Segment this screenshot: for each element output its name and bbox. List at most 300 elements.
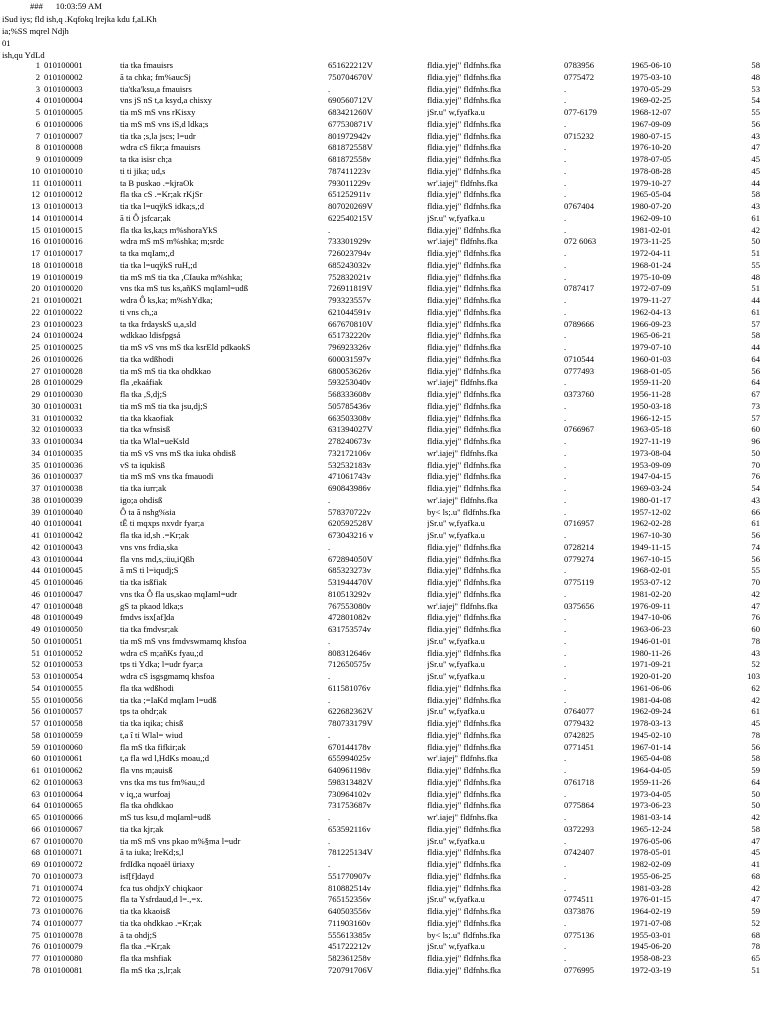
nic-number: 651622212V: [328, 60, 373, 70]
division: fldia.yjej" fldfnhs.fka: [427, 60, 501, 70]
age: 51: [751, 248, 760, 258]
phone: .: [564, 835, 567, 846]
age: 42: [751, 224, 760, 235]
phone: .: [564, 530, 567, 540]
nic-number: 568333608v: [328, 389, 371, 399]
record-code: 010100006: [44, 118, 83, 129]
birth-date: 1967-09-09: [631, 118, 672, 129]
table-row: [0, 671, 768, 683]
row-index: 7: [35, 130, 40, 141]
record-code: 010100002: [44, 71, 83, 82]
table-row: [0, 695, 768, 707]
nic-number: 532532183v: [328, 459, 371, 470]
record-code: 010100009: [44, 154, 83, 164]
nic-number: 733301929v: [328, 236, 371, 247]
age: 41: [751, 859, 760, 869]
nic-number: 712650575v: [328, 659, 371, 670]
division: jSr.u" w,fyafka.u: [427, 659, 485, 670]
division: jSr.u" w,fyafka.u: [427, 671, 485, 681]
phone: .: [564, 812, 567, 822]
record-code: 010100048: [44, 600, 83, 611]
table-row: [0, 636, 768, 648]
division: fldia.yjej" fldfnhs.fka: [427, 682, 501, 693]
person-name: vns jS nS t,a ksyd,a chisxy: [120, 95, 212, 106]
person-name: v iq,;a wurfoaj: [120, 788, 171, 799]
phone: .: [564, 306, 567, 317]
age: 73: [751, 400, 760, 411]
person-name: fla mS tka ;s,lr;ak: [120, 964, 182, 975]
phone: .: [564, 483, 567, 493]
phone: 0776995: [564, 964, 595, 975]
age: 58: [751, 823, 760, 834]
table-row: [0, 295, 768, 307]
phone: 0766967: [564, 424, 595, 435]
person-name: wdra mS mS m%shka; m;srdc: [120, 236, 225, 247]
division: wr'.iajej" fldfnhs.fka: [427, 377, 498, 388]
record-code: 010100032: [44, 412, 83, 423]
division: fldia.yjej" fldfnhs.fka: [427, 389, 501, 399]
nic-number: 690560712V: [328, 95, 373, 106]
nic-number: 732172106v: [328, 447, 371, 458]
table-row: [0, 542, 768, 554]
record-code: 010100062: [44, 765, 83, 775]
row-index: 37: [31, 483, 40, 493]
person-name: wdra cS fikr;a fmauisrs: [120, 142, 201, 153]
person-name: tia tka Wlal=ueKsld: [120, 436, 190, 446]
age: 61: [751, 212, 760, 223]
record-code: 010100067: [44, 823, 83, 834]
record-code: 010100049: [44, 612, 83, 623]
nic-number: 505785436v: [328, 400, 371, 411]
phone: .: [564, 882, 567, 893]
table-row: [0, 659, 768, 671]
phone: .: [564, 447, 567, 458]
phone: .: [564, 471, 567, 482]
table-row: [0, 836, 768, 848]
person-name: ta tka frdayskS u,a,sld: [120, 318, 197, 329]
nic-number: 801972942v: [328, 130, 371, 141]
table-row: [0, 753, 768, 765]
table-row: [0, 166, 768, 178]
nic-number: 796923326v: [328, 342, 371, 352]
division: jSr.u" w,fyafka.u: [427, 107, 485, 117]
age: 56: [751, 741, 760, 752]
table-row: [0, 260, 768, 272]
division: by< ls;.u" fldfnhs.fka: [427, 506, 501, 517]
birth-date: 1979-07-10: [631, 342, 672, 352]
division: fldia.yjej" fldfnhs.fka: [427, 647, 501, 658]
phone: .: [564, 612, 567, 623]
age: 45: [751, 165, 760, 176]
division: fldia.yjej" fldfnhs.fka: [427, 83, 501, 94]
person-name: tia mS vS vns mS tka iuka ohdisß: [120, 447, 236, 458]
phone: .: [564, 248, 567, 258]
birth-date: 1965-05-04: [631, 189, 672, 200]
table-row: [0, 518, 768, 530]
phone: 0783956: [564, 60, 595, 70]
record-code: 010100077: [44, 917, 83, 928]
nic-number: 631394027V: [328, 424, 373, 435]
person-name: fla tka cS .=Kr;ak rKjSr: [120, 189, 203, 200]
table-row: [0, 577, 768, 589]
row-index: 20: [31, 283, 40, 294]
birth-date: 1964-02-19: [631, 906, 672, 916]
phone: 0775119: [564, 577, 594, 587]
person-name: tia tka kkaoisß: [120, 906, 171, 916]
nic-number: 730964102v: [328, 788, 371, 799]
nic-number: .: [328, 859, 331, 869]
row-index: 60: [31, 753, 40, 764]
row-index: 29: [31, 389, 40, 399]
birth-date: 1945-06-20: [631, 941, 672, 952]
row-index: 6: [35, 118, 40, 129]
birth-date: 1981-04-08: [631, 694, 672, 705]
nic-number: 471061743v: [328, 471, 371, 482]
table-row: [0, 800, 768, 812]
birth-date: 1973-04-05: [631, 788, 672, 799]
record-code: 010100013: [44, 201, 83, 211]
birth-date: 1960-01-03: [631, 353, 672, 364]
person-name: tia tka kkaofiak: [120, 412, 174, 423]
age: 68: [751, 870, 760, 881]
age: 56: [751, 553, 760, 564]
nic-number: 621044591v: [328, 306, 371, 317]
person-name: ta tka isisr ch;a: [120, 154, 172, 164]
person-name: fla tka id,sh .=Kr;ak: [120, 530, 190, 540]
record-code: 010100074: [44, 882, 83, 893]
division: fldia.yjej" fldfnhs.fka: [427, 859, 501, 869]
record-code: 010100050: [44, 624, 83, 634]
row-index: 73: [31, 906, 40, 916]
table-row: [0, 307, 768, 319]
row-index: 23: [31, 318, 40, 329]
nic-number: 681872558V: [328, 142, 373, 153]
record-code: 010100010: [44, 165, 83, 176]
nic-number: 620592528V: [328, 518, 373, 529]
person-name: fmdvs isx[af]da: [120, 612, 175, 623]
birth-date: 1967-01-14: [631, 741, 672, 752]
nic-number: 278240673v: [328, 436, 371, 446]
row-index: 31: [31, 412, 40, 423]
age: 43: [751, 494, 760, 505]
person-name: tia tka fmauisrs: [120, 60, 173, 70]
birth-date: 1979-10-27: [631, 177, 672, 188]
person-name: Ô ta ã nshg%sia: [120, 506, 176, 517]
birth-date: 1962-09-10: [631, 212, 672, 223]
table-row: [0, 554, 768, 566]
phone: .: [564, 953, 567, 963]
age: 59: [751, 765, 760, 775]
nic-number: 808312646v: [328, 647, 371, 658]
nic-number: 793011229v: [328, 177, 371, 188]
row-index: 34: [31, 447, 40, 458]
table-row: [0, 883, 768, 895]
report-time: 10:03:59 AM: [55, 1, 102, 11]
phone: .: [564, 506, 567, 517]
division: fldia.yjej" fldfnhs.fka: [427, 248, 501, 258]
person-name: ta tka mqIam;,d: [120, 248, 175, 258]
phone: 072 6063: [564, 236, 597, 247]
division: fldia.yjej" fldfnhs.fka: [427, 201, 501, 211]
record-code: 010100040: [44, 506, 83, 517]
row-index: 18: [31, 259, 40, 270]
birth-date: 1945-02-10: [631, 729, 672, 740]
table-row: [0, 730, 768, 742]
row-index: 36: [31, 471, 40, 482]
birth-date: 1980-11-26: [631, 647, 671, 658]
age: 62: [751, 682, 760, 693]
table-row: [0, 495, 768, 507]
birth-date: 1964-04-05: [631, 765, 672, 775]
division: fldia.yjej" fldfnhs.fka: [427, 565, 501, 576]
person-name: tia mS mS tia tka ohdkkao: [120, 365, 211, 376]
row-index: 14: [31, 212, 40, 223]
birth-date: 1976-10-20: [631, 142, 672, 153]
division: fldia.yjej" fldfnhs.fka: [427, 882, 501, 893]
nic-number: 807020269V: [328, 201, 373, 211]
phone: 0779432: [564, 718, 595, 728]
person-name: tia tka wdßhodi: [120, 353, 174, 364]
record-code: 010100021: [44, 295, 83, 305]
division: fldia.yjej" fldfnhs.fka: [427, 870, 501, 881]
phone: .: [564, 189, 567, 200]
table-row: [0, 965, 768, 977]
nic-number: 600031597v: [328, 353, 371, 364]
phone: .: [564, 788, 567, 799]
person-name: vS ta iqukisß: [120, 459, 165, 470]
person-name: wdkkao ldisfpgsá: [120, 330, 181, 341]
record-code: 010100004: [44, 95, 83, 106]
age: 68: [751, 929, 760, 940]
person-name: tia mS mS vns iS,d ldka;s: [120, 118, 209, 129]
person-name: ti vns ch,;a: [120, 306, 158, 317]
nic-number: 582361258v: [328, 953, 371, 963]
phone: .: [564, 330, 567, 341]
age: 61: [751, 306, 760, 317]
birth-date: 1976-05-06: [631, 835, 672, 846]
birth-date: 1971-07-08: [631, 917, 672, 928]
division: wr'.iajej" fldfnhs.fka: [427, 812, 498, 822]
row-index: 53: [31, 671, 40, 681]
record-code: 010100035: [44, 447, 83, 458]
record-code: 010100033: [44, 424, 83, 435]
phone: 0764077: [564, 706, 595, 717]
table-row: [0, 377, 768, 389]
table-row: [0, 648, 768, 660]
birth-date: 1953-09-09: [631, 459, 672, 470]
birth-date: 1981-02-01: [631, 224, 672, 235]
row-index: 25: [31, 342, 40, 352]
person-name: ã ta ohdj;S: [120, 929, 157, 940]
person-name: tia mS mS vns fmdvswmamq khsfoa: [120, 635, 247, 646]
person-name: tps ti Ydka; l=udr fyar;a: [120, 659, 203, 670]
age: 48: [751, 71, 760, 82]
row-index: 32: [31, 424, 40, 435]
record-code: 010100057: [44, 706, 83, 717]
person-name: tps ta ohdr;ak: [120, 706, 167, 717]
nic-number: .: [328, 694, 331, 705]
nic-number: 622682362V: [328, 706, 373, 717]
age: 56: [751, 118, 760, 129]
age: 57: [751, 318, 760, 329]
table-row: [0, 483, 768, 495]
phone: .: [564, 659, 567, 670]
nic-number: 685243032v: [328, 259, 371, 270]
division: fldia.yjej" fldfnhs.fka: [427, 823, 501, 834]
person-name: wdra Ô ks,ka; m%shYdka;: [120, 295, 213, 305]
phone: 0775864: [564, 800, 595, 811]
table-row: [0, 824, 768, 836]
table-row: [0, 119, 768, 131]
record-code: 010100043: [44, 541, 83, 552]
record-code: 010100072: [44, 859, 83, 869]
person-name: tÊ ti mqxps nxvdr fyar;a: [120, 518, 205, 529]
age: 50: [751, 236, 760, 247]
record-code: 010100079: [44, 941, 83, 952]
nic-number: 750704670V: [328, 71, 373, 82]
row-index: 57: [31, 718, 40, 728]
age: 47: [751, 894, 760, 905]
birth-date: 1963-06-23: [631, 624, 672, 634]
row-index: 70: [31, 870, 40, 881]
birth-date: 1962-04-13: [631, 306, 672, 317]
table-row: [0, 906, 768, 918]
birth-date: 1981-03-14: [631, 812, 672, 822]
person-name: tia mS mS vns rKisxy: [120, 107, 196, 117]
nic-number: 663503308v: [328, 412, 371, 423]
phone: 0767404: [564, 201, 595, 211]
age: 44: [751, 295, 760, 305]
phone: .: [564, 165, 567, 176]
row-index: 39: [31, 506, 40, 517]
row-index: 52: [31, 659, 40, 670]
person-name: vns tka Ô fla us,skao mqIaml=udr: [120, 588, 238, 599]
phone: 0779274: [564, 553, 595, 564]
division: fldia.yjej" fldfnhs.fka: [427, 295, 501, 305]
record-code: 010100052: [44, 647, 83, 658]
birth-date: 1947-04-15: [631, 471, 672, 482]
age: 58: [751, 189, 760, 200]
table-row: [0, 565, 768, 577]
table-row: [0, 366, 768, 378]
phone: 0742407: [564, 847, 595, 858]
record-code: 010100031: [44, 400, 83, 411]
person-name: tia tka fmdvsr;ak: [120, 624, 179, 634]
person-name: tia tka l=uqÿkS ruH,;d: [120, 259, 197, 270]
nic-number: 767553080v: [328, 600, 371, 611]
age: 65: [751, 953, 760, 963]
age: 42: [751, 588, 760, 599]
record-code: 010100028: [44, 365, 83, 376]
record-code: 010100071: [44, 847, 83, 858]
birth-date: 1927-11-19: [631, 436, 671, 446]
birth-date: 1967-10-30: [631, 530, 672, 540]
division: fldia.yjej" fldfnhs.fka: [427, 165, 501, 176]
table-row: [0, 213, 768, 225]
age: 50: [751, 788, 760, 799]
record-code: 010100076: [44, 906, 83, 916]
nic-number: 810882514v: [328, 882, 371, 893]
age: 64: [751, 377, 760, 388]
row-index: 65: [31, 812, 40, 822]
table-row: [0, 401, 768, 413]
age: 78: [751, 729, 760, 740]
birth-date: 1978-07-05: [631, 154, 672, 164]
row-index: 44: [31, 565, 40, 576]
row-index: 12: [31, 189, 40, 200]
nic-number: .: [328, 835, 331, 846]
phone: .: [564, 765, 567, 775]
record-code: 010100044: [44, 553, 83, 564]
division: fldia.yjej" fldfnhs.fka: [427, 800, 501, 811]
nic-number: 711903160v: [328, 917, 371, 928]
phone: 0771451: [564, 741, 595, 752]
nic-number: 631753574v: [328, 624, 371, 634]
phone: 0789666: [564, 318, 595, 329]
table-row: [0, 154, 768, 166]
age: 42: [751, 812, 760, 822]
record-code: 010100023: [44, 318, 83, 329]
record-code: 010100045: [44, 565, 83, 576]
nic-number: 593253040v: [328, 377, 371, 388]
nic-number: 653592116v: [328, 823, 371, 834]
phone: .: [564, 624, 567, 634]
person-name: fla ta Ysfrdaud,d l=.,=x.: [120, 894, 203, 905]
record-code: 010100025: [44, 342, 83, 352]
row-index: 17: [31, 248, 40, 258]
nic-number: .: [328, 671, 331, 681]
table-row: [0, 460, 768, 472]
birth-date: 1980-01-17: [631, 494, 672, 505]
birth-date: 1970-05-29: [631, 83, 672, 94]
report-timestamp: [30, 1, 102, 11]
nic-number: 672894050V: [328, 553, 373, 564]
birth-date: 1958-08-23: [631, 953, 672, 963]
record-code: 010100001: [44, 60, 83, 70]
division: wr'.iajej" fldfnhs.fka: [427, 494, 498, 505]
person-name: fla tka ,S,dj;S: [120, 389, 167, 399]
nic-number: 670144178v: [328, 741, 371, 752]
person-name: tia tka isßfiak: [120, 577, 167, 587]
phone: .: [564, 565, 567, 576]
age: 55: [751, 107, 760, 117]
division: jSr.u" w,fyafka.u: [427, 635, 485, 646]
table-row: [0, 718, 768, 730]
record-code: 010100075: [44, 894, 83, 905]
row-index: 10: [31, 165, 40, 176]
division: fldia.yjej" fldfnhs.fka: [427, 154, 501, 164]
table-row: [0, 589, 768, 601]
row-index: 43: [31, 553, 40, 564]
birth-date: 1965-06-21: [631, 330, 672, 341]
birth-date: 1961-06-06: [631, 682, 672, 693]
record-code: 010100008: [44, 142, 83, 153]
table-row: [0, 272, 768, 284]
table-row: [0, 354, 768, 366]
birth-date: 1966-09-23: [631, 318, 672, 329]
age: 45: [751, 718, 760, 728]
division: fldia.yjej" fldfnhs.fka: [427, 624, 501, 634]
birth-date: 1972-07-09: [631, 283, 672, 294]
table-row: [0, 107, 768, 119]
table-row: [0, 859, 768, 871]
age: 55: [751, 259, 760, 270]
nic-number: 765152356v: [328, 894, 371, 905]
table-row: [0, 507, 768, 519]
phone: 0710544: [564, 353, 595, 364]
birth-date: 1976-09-11: [631, 600, 671, 611]
division: fldia.yjej" fldfnhs.fka: [427, 776, 501, 787]
